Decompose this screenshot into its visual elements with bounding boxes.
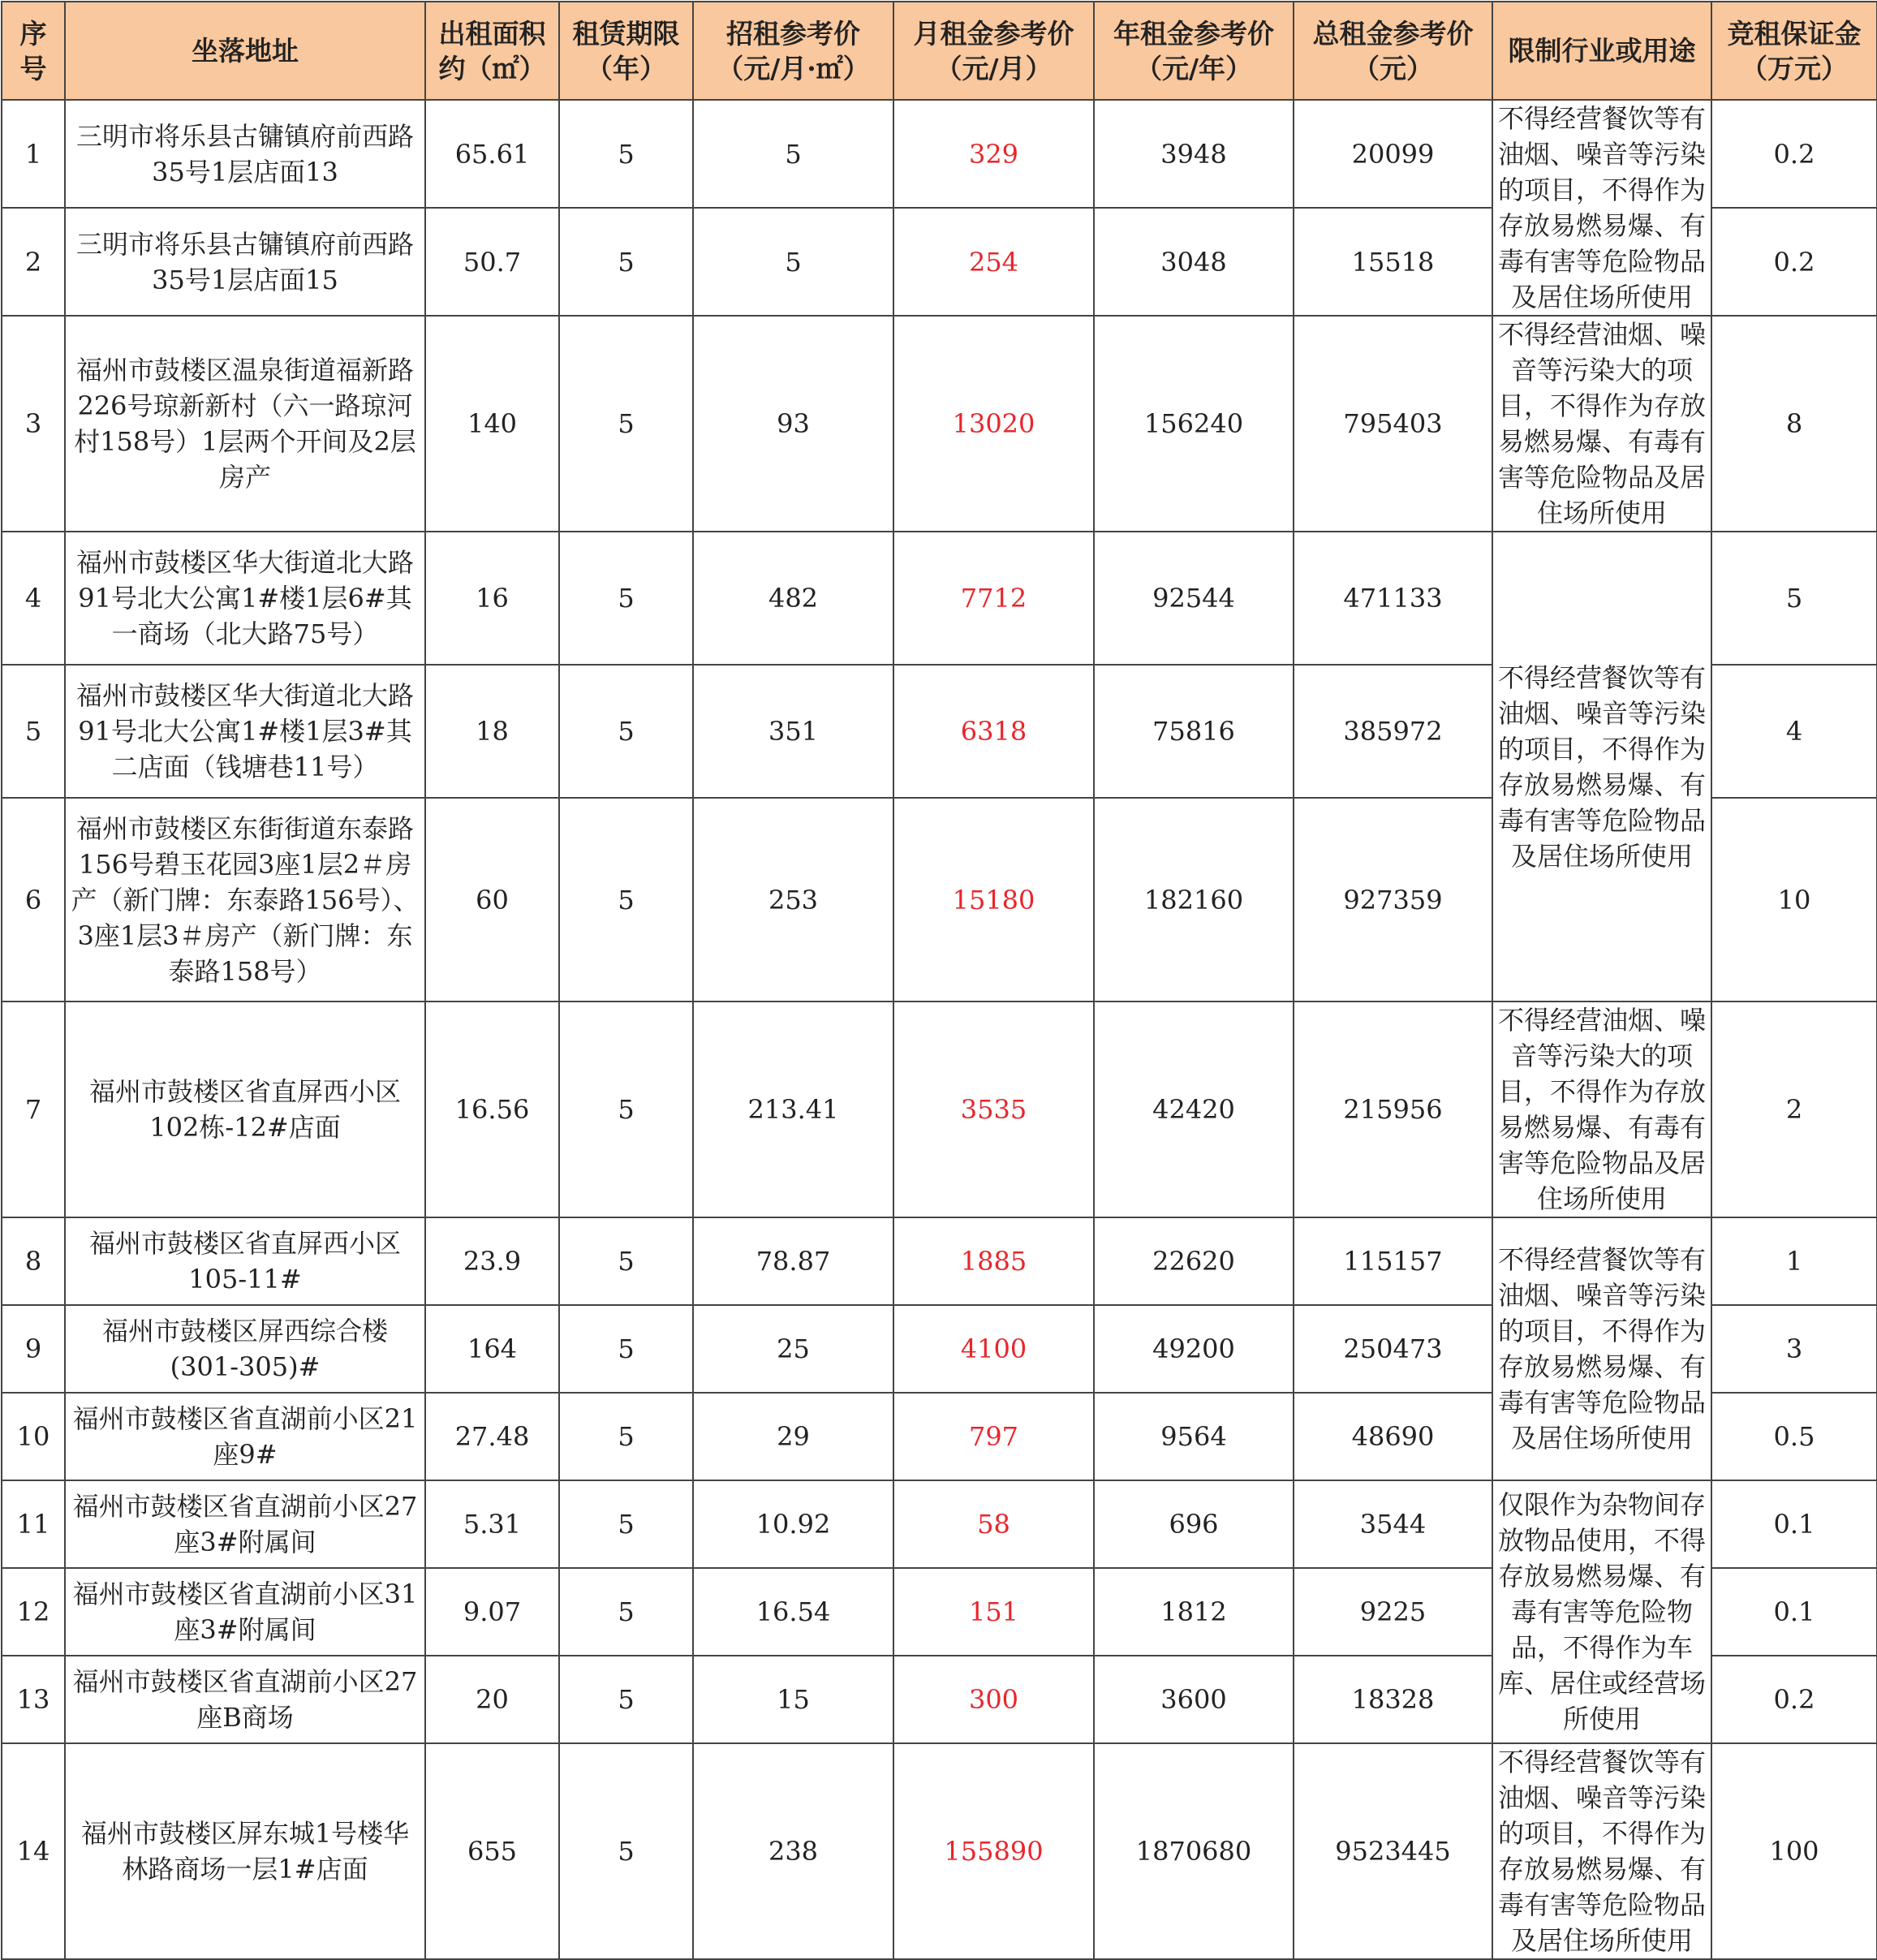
cell-total-rent: 15518: [1294, 208, 1492, 316]
cell-address: 三明市将乐县古镛镇府前西路35号1层店面15: [65, 208, 425, 316]
cell-no: 1: [2, 100, 65, 208]
cell-monthly-rent: 3535: [893, 1002, 1094, 1217]
table-row: [2, 1002, 1877, 1217]
cell-term: 5: [559, 1305, 693, 1393]
cell-restriction: 不得经营餐饮等有油烟、噪音等污染的项目，不得作为存放易燃易爆、有毒有害等危险物品及居住场所使用: [1492, 100, 1711, 316]
cell-monthly-rent: 58: [893, 1480, 1094, 1568]
cell-annual-rent: 1870680: [1094, 1743, 1294, 1959]
cell-area: 20: [425, 1656, 559, 1743]
cell-unit-price: 15: [693, 1656, 893, 1743]
header-term: 租赁期限 （年）: [559, 2, 693, 100]
cell-monthly-rent: 6318: [893, 665, 1094, 798]
cell-area: 23.9: [425, 1217, 559, 1305]
cell-annual-rent: 3048: [1094, 208, 1294, 316]
cell-annual-rent: 75816: [1094, 665, 1294, 798]
cell-unit-price: 5: [693, 100, 893, 208]
cell-deposit: 0.2: [1711, 1656, 1877, 1743]
cell-no: 6: [2, 798, 65, 1002]
cell-total-rent: 18328: [1294, 1656, 1492, 1743]
cell-term: 5: [559, 1217, 693, 1305]
cell-unit-price: 93: [693, 316, 893, 532]
cell-no: 12: [2, 1568, 65, 1656]
cell-annual-rent: 22620: [1094, 1217, 1294, 1305]
table-row: [2, 316, 1877, 532]
cell-address: 福州市鼓楼区省直屏西小区105-11#: [65, 1217, 425, 1305]
cell-deposit: 1: [1711, 1217, 1877, 1305]
cell-monthly-rent: 151: [893, 1568, 1094, 1656]
header-address: 坐落地址: [65, 2, 425, 100]
cell-monthly-rent: 15180: [893, 798, 1094, 1002]
cell-term: 5: [559, 1002, 693, 1217]
cell-area: 164: [425, 1305, 559, 1393]
cell-term: 5: [559, 798, 693, 1002]
cell-term: 5: [559, 1656, 693, 1743]
cell-address: 福州市鼓楼区省直湖前小区21座9#: [65, 1393, 425, 1480]
cell-total-rent: 9523445: [1294, 1743, 1492, 1959]
cell-total-rent: 471133: [1294, 532, 1492, 665]
cell-deposit: 8: [1711, 316, 1877, 532]
cell-unit-price: 253: [693, 798, 893, 1002]
cell-monthly-rent: 13020: [893, 316, 1094, 532]
cell-no: 2: [2, 208, 65, 316]
header-annual-rent: 年租金参考价 （元/年）: [1094, 2, 1294, 100]
cell-address: 福州市鼓楼区东街街道东泰路156号碧玉花园3座1层2＃房产（新门牌：东泰路156号）、3座1层3＃房产（新门牌：东泰路158号）: [65, 798, 425, 1002]
cell-deposit: 10: [1711, 798, 1877, 1002]
cell-deposit: 0.1: [1711, 1480, 1877, 1568]
cell-monthly-rent: 1885: [893, 1217, 1094, 1305]
cell-annual-rent: 49200: [1094, 1305, 1294, 1393]
header-area: 出租面积 约（㎡）: [425, 2, 559, 100]
cell-total-rent: 9225: [1294, 1568, 1492, 1656]
cell-total-rent: 250473: [1294, 1305, 1492, 1393]
cell-monthly-rent: 4100: [893, 1305, 1094, 1393]
cell-total-rent: 215956: [1294, 1002, 1492, 1217]
cell-term: 5: [559, 1480, 693, 1568]
cell-deposit: 4: [1711, 665, 1877, 798]
cell-total-rent: 385972: [1294, 665, 1492, 798]
cell-restriction: 不得经营餐饮等有油烟、噪音等污染的项目，不得作为存放易燃易爆、有毒有害等危险物品及居住场所使用: [1492, 1217, 1711, 1480]
cell-term: 5: [559, 532, 693, 665]
cell-annual-rent: 3600: [1094, 1656, 1294, 1743]
cell-area: 18: [425, 665, 559, 798]
cell-unit-price: 238: [693, 1743, 893, 1959]
cell-area: 16.56: [425, 1002, 559, 1217]
cell-monthly-rent: 797: [893, 1393, 1094, 1480]
cell-area: 5.31: [425, 1480, 559, 1568]
cell-area: 60: [425, 798, 559, 1002]
cell-no: 4: [2, 532, 65, 665]
cell-no: 8: [2, 1217, 65, 1305]
cell-area: 65.61: [425, 100, 559, 208]
cell-address: 福州市鼓楼区华大街道北大路91号北大公寓1#楼1层3#其二店面（钱塘巷11号）: [65, 665, 425, 798]
cell-address: 三明市将乐县古镛镇府前西路35号1层店面13: [65, 100, 425, 208]
cell-restriction: 不得经营餐饮等有油烟、噪音等污染的项目，不得作为存放易燃易爆、有毒有害等危险物品及居住场所使用: [1492, 1743, 1711, 1959]
cell-area: 16: [425, 532, 559, 665]
cell-unit-price: 351: [693, 665, 893, 798]
cell-no: 3: [2, 316, 65, 532]
cell-term: 5: [559, 1743, 693, 1959]
cell-total-rent: 20099: [1294, 100, 1492, 208]
cell-annual-rent: 1812: [1094, 1568, 1294, 1656]
cell-total-rent: 795403: [1294, 316, 1492, 532]
table-row: [2, 532, 1877, 665]
cell-unit-price: 213.41: [693, 1002, 893, 1217]
cell-restriction: 不得经营油烟、噪音等污染大的项目，不得作为存放易燃易爆、有毒有害等危险物品及居住场所使用: [1492, 316, 1711, 532]
cell-monthly-rent: 329: [893, 100, 1094, 208]
cell-deposit: 100: [1711, 1743, 1877, 1959]
header-total-rent: 总租金参考价 （元）: [1294, 2, 1492, 100]
cell-total-rent: 3544: [1294, 1480, 1492, 1568]
cell-annual-rent: 156240: [1094, 316, 1294, 532]
cell-no: 7: [2, 1002, 65, 1217]
header-unit-price: 招租参考价 （元/月·㎡）: [693, 2, 893, 100]
cell-no: 11: [2, 1480, 65, 1568]
header-monthly-rent: 月租金参考价 （元/月）: [893, 2, 1094, 100]
cell-restriction: 不得经营油烟、噪音等污染大的项目，不得作为存放易燃易爆、有毒有害等危险物品及居住场所使用: [1492, 1002, 1711, 1217]
cell-area: 9.07: [425, 1568, 559, 1656]
cell-unit-price: 482: [693, 532, 893, 665]
cell-term: 5: [559, 665, 693, 798]
cell-monthly-rent: 7712: [893, 532, 1094, 665]
cell-address: 福州市鼓楼区屏东城1号楼华林路商场一层1#店面: [65, 1743, 425, 1959]
cell-deposit: 5: [1711, 532, 1877, 665]
cell-annual-rent: 3948: [1094, 100, 1294, 208]
cell-no: 5: [2, 665, 65, 798]
header-row: [2, 2, 1877, 100]
cell-deposit: 3: [1711, 1305, 1877, 1393]
cell-unit-price: 5: [693, 208, 893, 316]
cell-area: 655: [425, 1743, 559, 1959]
cell-address: 福州市鼓楼区屏西综合楼(301-305)#: [65, 1305, 425, 1393]
cell-total-rent: 927359: [1294, 798, 1492, 1002]
cell-annual-rent: 182160: [1094, 798, 1294, 1002]
rental-listing-table: [1, 1, 1877, 1960]
cell-annual-rent: 42420: [1094, 1002, 1294, 1217]
cell-annual-rent: 9564: [1094, 1393, 1294, 1480]
cell-annual-rent: 696: [1094, 1480, 1294, 1568]
cell-restriction: 仅限作为杂物间存放物品使用，不得存放易燃易爆、有毒有害等危险物品，不得作为车库、居住或经营场所使用: [1492, 1480, 1711, 1743]
cell-deposit: 0.2: [1711, 100, 1877, 208]
table-row: [2, 100, 1877, 208]
cell-deposit: 0.5: [1711, 1393, 1877, 1480]
cell-unit-price: 29: [693, 1393, 893, 1480]
cell-address: 福州市鼓楼区省直湖前小区27座3#附属间: [65, 1480, 425, 1568]
cell-annual-rent: 92544: [1094, 532, 1294, 665]
cell-unit-price: 10.92: [693, 1480, 893, 1568]
cell-monthly-rent: 155890: [893, 1743, 1094, 1959]
table-row: [2, 1743, 1877, 1959]
cell-total-rent: 115157: [1294, 1217, 1492, 1305]
cell-address: 福州市鼓楼区省直湖前小区31座3#附属间: [65, 1568, 425, 1656]
cell-no: 9: [2, 1305, 65, 1393]
cell-deposit: 0.1: [1711, 1568, 1877, 1656]
cell-term: 5: [559, 1393, 693, 1480]
cell-deposit: 0.2: [1711, 208, 1877, 316]
cell-term: 5: [559, 1568, 693, 1656]
cell-no: 13: [2, 1656, 65, 1743]
header-deposit: 竞租保证金 （万元）: [1711, 2, 1877, 100]
header-restriction: 限制行业或用途: [1492, 2, 1711, 100]
cell-unit-price: 16.54: [693, 1568, 893, 1656]
cell-no: 10: [2, 1393, 65, 1480]
cell-deposit: 2: [1711, 1002, 1877, 1217]
cell-no: 14: [2, 1743, 65, 1959]
cell-term: 5: [559, 100, 693, 208]
cell-monthly-rent: 254: [893, 208, 1094, 316]
cell-address: 福州市鼓楼区华大街道北大路91号北大公寓1#楼1层6#其一商场（北大路75号）: [65, 532, 425, 665]
cell-monthly-rent: 300: [893, 1656, 1094, 1743]
cell-term: 5: [559, 208, 693, 316]
cell-unit-price: 78.87: [693, 1217, 893, 1305]
header-no: 序 号: [2, 2, 65, 100]
table-row: [2, 1480, 1877, 1568]
cell-address: 福州市鼓楼区温泉街道福新路226号琼新新村（六一路琼河村158号）1层两个开间及2层房产: [65, 316, 425, 532]
cell-unit-price: 25: [693, 1305, 893, 1393]
cell-address: 福州市鼓楼区省直湖前小区27座B商场: [65, 1656, 425, 1743]
cell-address: 福州市鼓楼区省直屏西小区102栋-12#店面: [65, 1002, 425, 1217]
cell-total-rent: 48690: [1294, 1393, 1492, 1480]
cell-restriction: 不得经营餐饮等有油烟、噪音等污染的项目，不得作为存放易燃易爆、有毒有害等危险物品及居住场所使用: [1492, 532, 1711, 1002]
cell-term: 5: [559, 316, 693, 532]
cell-area: 50.7: [425, 208, 559, 316]
cell-area: 27.48: [425, 1393, 559, 1480]
cell-area: 140: [425, 316, 559, 532]
table-row: [2, 1217, 1877, 1305]
